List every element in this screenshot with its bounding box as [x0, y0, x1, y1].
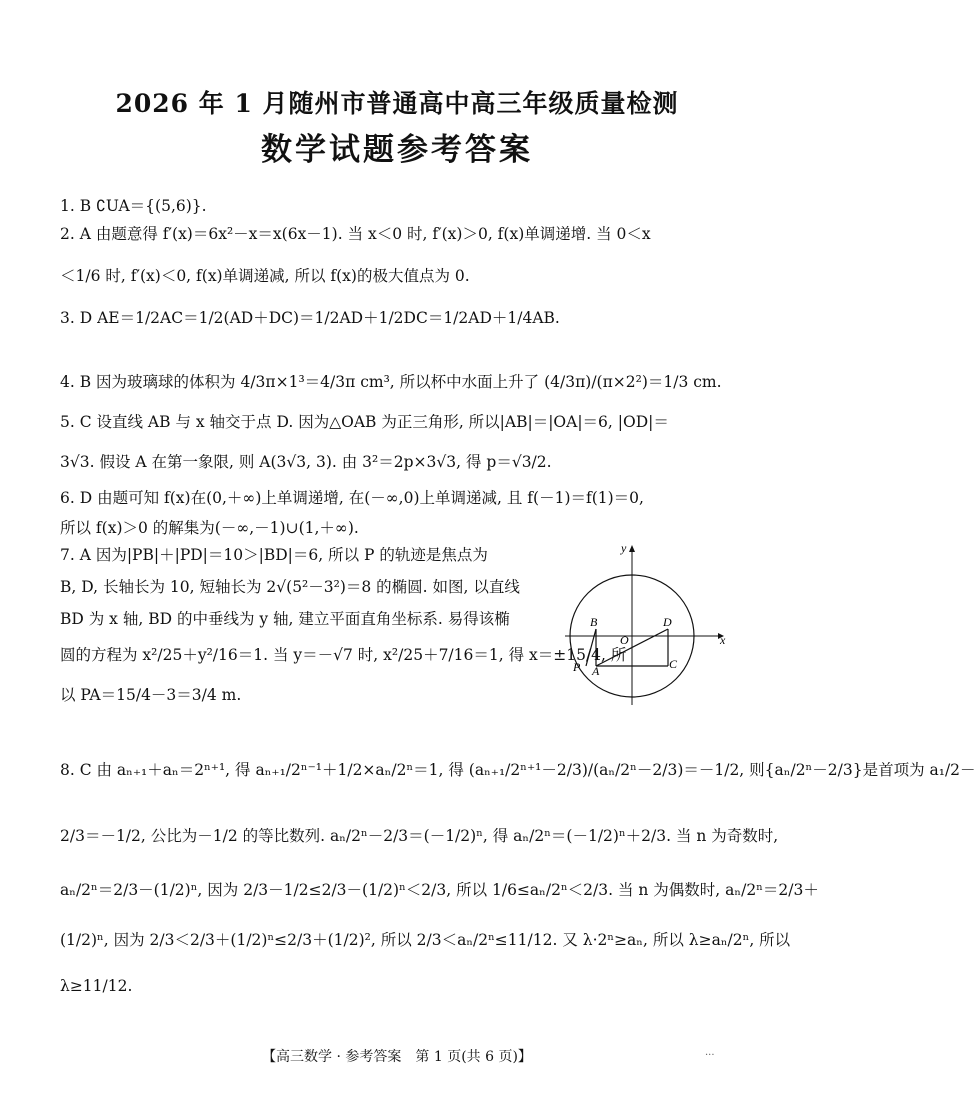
- page-footer: 【高三数学 · 参考答案 第 1 页(共 6 页)】: [262, 1049, 532, 1065]
- answer-1-line-1: 1. B ∁UA＝{(5,6)}.: [60, 197, 207, 215]
- answer-8-line-1: 8. C 由 aₙ₊₁＋aₙ＝2ⁿ⁺¹, 得 aₙ₊₁/2ⁿ⁻¹＋1/2×aₙ/2ⁿ＝1, 得 (aₙ₊₁/2ⁿ⁺¹－2/3)/(aₙ/2ⁿ－2/3)＝－1/2, 则{aₙ/2ⁿ－2/3}是首项为 a₁/2－: [60, 761, 976, 779]
- ellipse-figure: [560, 540, 730, 710]
- y-axis-arrow-icon: [629, 545, 635, 552]
- point-d-label: D: [663, 615, 672, 629]
- answer-7-line-2: B, D, 长轴长为 10, 短轴长为 2√(5²－3²)＝8 的椭圆. 如图, 以直线: [60, 578, 520, 596]
- point-p-label: P: [573, 660, 581, 674]
- answer-6-line-1: 6. D 由题可知 f(x)在(0,＋∞)上单调递增, 在(－∞,0)上单调递减, 且 f(－1)＝f(1)＝0,: [60, 489, 644, 507]
- document-subtitle: 数学试题参考答案: [261, 132, 533, 168]
- answer-7-line-1: 7. A 因为|PB|＋|PD|＝10＞|BD|＝6, 所以 P 的轨迹是焦点为: [60, 546, 488, 564]
- answer-6-line-2: 所以 f(x)＞0 的解集为(－∞,－1)∪(1,＋∞).: [60, 519, 359, 537]
- answer-8-line-2: 2/3＝－1/2, 公比为－1/2 的等比数列. aₙ/2ⁿ－2/3＝(－1/2)ⁿ, 得 aₙ/2ⁿ＝(－1/2)ⁿ＋2/3. 当 n 为奇数时,: [60, 827, 779, 845]
- answer-7-line-5: 以 PA＝15/4－3＝3/4 m.: [60, 686, 242, 704]
- footer-mark: ···: [705, 1050, 715, 1061]
- document-title: 2026 年 1 月随州市普通高中高三年级质量检测: [115, 89, 679, 118]
- y-axis-label: y: [621, 541, 627, 555]
- answer-3-line-1: 3. D AE＝1/2AC＝1/2(AD＋DC)＝1/2AD＋1/2DC＝1/2AD＋1/4AB.: [60, 309, 560, 327]
- point-c-label: C: [669, 657, 678, 671]
- answer-5-line-2: 3√3. 假设 A 在第一象限, 则 A(3√3, 3). 由 3²＝2p×3√3, 得 p＝√3/2.: [60, 453, 552, 471]
- segment-pb: [586, 629, 596, 666]
- answer-2-line-1: 2. A 由题意得 f′(x)＝6x²－x＝x(6x－1). 当 x＜0 时, f′(x)＞0, f(x)单调递增. 当 0＜x: [60, 225, 651, 243]
- point-a-label: A: [592, 664, 600, 678]
- answer-5-line-1: 5. C 设直线 AB 与 x 轴交于点 D. 因为△OAB 为正三角形, 所以|AB|＝|OA|＝6, |OD|＝: [60, 413, 669, 431]
- answer-8-line-5: λ≥11/12.: [60, 977, 133, 995]
- answer-8-line-4: (1/2)ⁿ, 因为 2/3＜2/3＋(1/2)ⁿ≤2/3＋(1/2)², 所以 2/3＜aₙ/2ⁿ≤11/12. 又 λ·2ⁿ≥aₙ, 所以 λ≥aₙ/2ⁿ, 所以: [60, 931, 791, 949]
- answer-4-line-1: 4. B 因为玻璃球的体积为 4/3π×1³＝4/3π cm³, 所以杯中水面上升了 (4/3π)/(π×2²)＝1/3 cm.: [60, 373, 722, 391]
- answer-2-line-2: ＜1/6 时, f′(x)＜0, f(x)单调递减, 所以 f(x)的极大值点为 0.: [60, 267, 470, 285]
- x-axis-label: x: [720, 633, 726, 647]
- answer-7-line-3: BD 为 x 轴, BD 的中垂线为 y 轴, 建立平面直角坐标系. 易得该椭: [60, 610, 510, 628]
- answer-7-line-4: 圆的方程为 x²/25＋y²/16＝1. 当 y＝－√7 时, x²/25＋7/16＝1, 得 x＝±15/4, 所: [60, 646, 627, 664]
- point-o-label: O: [620, 633, 629, 647]
- point-b-label: B: [590, 615, 598, 629]
- answer-8-line-3: aₙ/2ⁿ＝2/3－(1/2)ⁿ, 因为 2/3－1/2≤2/3－(1/2)ⁿ＜2/3, 所以 1/6≤aₙ/2ⁿ＜2/3. 当 n 为偶数时, aₙ/2ⁿ＝2/3＋: [60, 881, 819, 899]
